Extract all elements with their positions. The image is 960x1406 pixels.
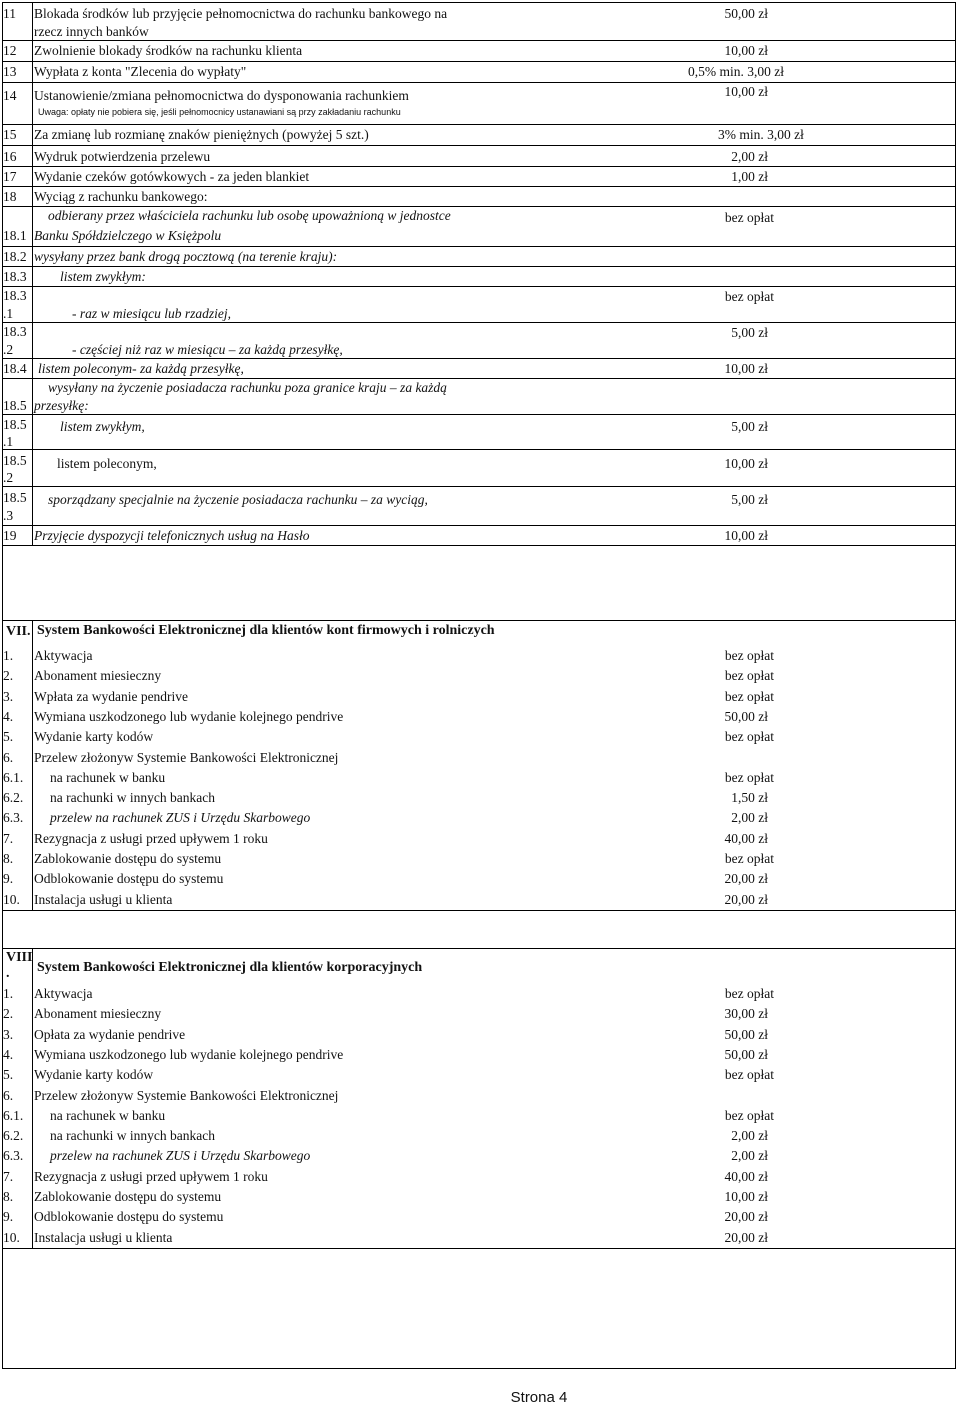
row-divider (2, 545, 956, 546)
row-price: 2,00 zł (731, 1128, 768, 1144)
row-price: 2,00 zł (731, 810, 768, 826)
row-label: Instalacja usługi u klienta (34, 891, 173, 907)
row-number: 18.5 (3, 417, 27, 432)
row-label: Instalacja usługi u klienta (34, 1229, 173, 1245)
row-divider (2, 246, 956, 247)
row-divider (2, 40, 956, 41)
row-label: Zablokowanie dostępu do systemu (34, 1189, 222, 1204)
row-number: 6.1. (3, 1107, 24, 1123)
row-label: - częściej niż raz w miesiącu – za każdą przesyłkę, (72, 342, 343, 357)
row-label: Zwolnienie blokady środków na rachunku klienta (34, 43, 303, 58)
row-number: 5. (3, 1067, 14, 1083)
row-label: Wymiana uszkodzonego lub wydanie kolejnego pendrive (34, 708, 344, 724)
row-label-continued: Banku Spółdzielczego w Księżpolu (34, 228, 222, 243)
row-label: Wpłata za wydanie pendrive (34, 688, 189, 704)
row-label: na rachunek w banku (50, 769, 166, 785)
row-number: 7. (3, 1168, 14, 1184)
row-number-continued: .1 (3, 434, 14, 449)
row-number: 10. (3, 1229, 20, 1245)
row-label: Wyciąg z rachunku bankowego: (34, 189, 208, 204)
row-number: 8. (3, 851, 14, 866)
row-number: 2. (3, 1006, 14, 1022)
row-divider (2, 82, 956, 83)
row-label: Wymiana uszkodzonego lub wydanie kolejnego pendrive (34, 1046, 344, 1062)
row-label: Zablokowanie dostępu do systemu (34, 851, 222, 866)
row-number: 13 (3, 64, 17, 79)
row-number: 2. (3, 668, 14, 684)
row-label: Wydanie karty kodów (34, 1067, 154, 1083)
row-divider (2, 358, 956, 359)
row-label: Blokada środków lub przyjęcie pełnomocnictwa do rachunku bankowego na (34, 6, 448, 21)
row-divider (2, 910, 956, 911)
row-number: 6. (3, 749, 14, 765)
row-divider (2, 266, 956, 267)
row-label: przelew na rachunek ZUS i Urzędu Skarbowego (50, 1148, 311, 1164)
row-divider (2, 322, 956, 323)
row-number-continued: .3 (3, 508, 14, 523)
row-price: bez opłat (724, 210, 774, 225)
row-number: 6.2. (3, 790, 24, 806)
row-price: 10,00 zł (724, 43, 768, 58)
row-label: Abonament miesieczny (34, 668, 162, 684)
column-divider (32, 2, 33, 545)
section-number-continued: . (6, 966, 10, 981)
row-number-continued: .2 (3, 342, 14, 357)
section-number: VII. (6, 624, 31, 639)
row-price: 10,00 zł (724, 361, 768, 376)
row-number-continued: .2 (3, 470, 14, 485)
row-price: 1,50 zł (731, 790, 768, 806)
row-divider (2, 449, 956, 450)
row-number: 4. (3, 708, 14, 724)
row-divider (2, 486, 956, 487)
row-label: na rachunki w innych bankach (50, 1128, 215, 1144)
row-label: na rachunki w innych bankach (50, 790, 215, 806)
row-price: 20,00 zł (724, 871, 768, 887)
row-number: 15 (3, 127, 17, 142)
row-label: przelew na rachunek ZUS i Urzędu Skarbowego (50, 810, 311, 826)
row-label: Wydanie czeków gotówkowych - za jeden blankiet (34, 169, 310, 184)
row-number: 18.2 (3, 249, 27, 264)
row-price: 20,00 zł (724, 1209, 768, 1225)
row-label: Wydanie karty kodów (34, 729, 154, 745)
row-label: Za zmianę lub rozmianę znaków pieniężnych (powyżej 5 szt.) (34, 127, 369, 142)
row-number: 18.4 (3, 361, 27, 376)
row-number: 12 (3, 43, 17, 58)
row-price: 2,00 zł (731, 1148, 768, 1164)
row-number: 3. (3, 1026, 14, 1042)
row-label: Ustanowienie/zmiana pełnomocnictwa do dysponowania rachunkiem (34, 88, 409, 103)
row-label: Rezygnacja z usługi przed upływem 1 roku (34, 830, 268, 846)
row-price: bez opłat (724, 648, 774, 663)
row-price: bez opłat (724, 986, 774, 1001)
row-label: Abonament miesieczny (34, 1006, 162, 1022)
row-label: Przelew złożonyw Systemie Bankowości Elektronicznej (34, 1087, 339, 1103)
row-label: wysyłany przez bank drogą pocztową (na terenie kraju): (34, 249, 338, 264)
row-price: 10,00 zł (724, 84, 768, 99)
row-label: wysyłany na życzenie posiadacza rachunku poza granice kraju – za każdą (48, 380, 447, 395)
row-price: bez opłat (724, 729, 774, 745)
row-label: Wydruk potwierdzenia przelewu (34, 149, 211, 164)
row-number: 14 (3, 88, 17, 103)
row-price: 50,00 zł (724, 1046, 768, 1062)
row-number: 18.3 (3, 269, 27, 284)
row-label: Aktywacja (34, 986, 93, 1001)
row-note: Uwaga: opłaty nie pobiera się, jeśli pełnomocnicy ustanawiani są przy zakładaniu rachunku (38, 107, 401, 117)
row-label: Rezygnacja z usługi przed upływem 1 roku (34, 1168, 268, 1184)
row-number: 3. (3, 688, 14, 704)
row-number: 6.2. (3, 1128, 24, 1144)
row-price: bez opłat (724, 851, 774, 866)
row-price: 5,00 zł (731, 419, 768, 434)
row-price: 2,00 zł (731, 149, 768, 164)
row-label: sporządzany specjalnie na życzenie posiadacza rachunku – za wyciąg, (48, 492, 428, 507)
row-number-continued: .1 (3, 306, 14, 321)
row-price: bez opłat (724, 688, 774, 704)
row-price: bez opłat (724, 769, 774, 785)
row-divider (2, 206, 956, 207)
row-divider (2, 61, 956, 62)
row-price: bez opłat (724, 1067, 774, 1083)
row-label: - raz w miesiącu lub rzadziej, (72, 306, 232, 321)
row-price: 10,00 zł (724, 456, 768, 471)
row-divider (2, 414, 956, 415)
row-number: 1. (3, 648, 14, 663)
row-label: Opłata za wydanie pendrive (34, 1026, 186, 1042)
row-label: listem poleconym, (57, 456, 157, 471)
row-divider (2, 525, 956, 526)
row-number: 6. (3, 1087, 14, 1103)
column-divider (32, 948, 33, 1248)
row-divider (2, 286, 956, 287)
row-label: Odblokowanie dostępu do systemu (34, 871, 224, 887)
row-number: 18.5 (3, 490, 27, 505)
row-number: 18.1 (3, 228, 27, 243)
row-divider (2, 378, 956, 379)
row-number: 7. (3, 830, 14, 846)
row-number: 9. (3, 1209, 14, 1225)
row-divider (2, 145, 956, 146)
row-number: 16 (3, 149, 17, 164)
row-label-continued: rzecz innych banków (34, 24, 149, 39)
section-title: System Bankowości Elektronicznej dla klientów kont firmowych i rolniczych (37, 623, 495, 638)
row-label: Przyjęcie dyspozycji telefonicznych usług na Hasło (34, 528, 310, 543)
row-label: Aktywacja (34, 648, 93, 663)
row-label: listem zwykłym, (60, 419, 145, 434)
row-label: na rachunek w banku (50, 1107, 166, 1123)
row-price: 5,00 zł (731, 492, 768, 507)
row-divider (2, 1248, 956, 1249)
row-price: bez opłat (724, 289, 774, 304)
row-number: 18.5 (3, 398, 27, 413)
row-price: 20,00 zł (724, 891, 768, 907)
row-price: 20,00 zł (724, 1229, 768, 1245)
row-number: 8. (3, 1189, 14, 1204)
row-price: 5,00 zł (731, 325, 768, 340)
row-price: bez opłat (724, 668, 774, 684)
row-label: odbierany przez właściciela rachunku lub osobę upoważnioną w jednostce (48, 208, 451, 223)
row-label: listem zwykłym: (60, 269, 146, 284)
row-divider (2, 166, 956, 167)
row-price: 0,5% min. 3,00 zł (688, 64, 784, 79)
row-label: Przelew złożonyw Systemie Bankowości Elektronicznej (34, 749, 339, 765)
row-label: Wypłata z konta "Zlecenia do wypłaty" (34, 64, 247, 79)
row-number: 9. (3, 871, 14, 887)
row-label: Odblokowanie dostępu do systemu (34, 1209, 224, 1225)
section-title: System Bankowości Elektronicznej dla klientów korporacyjnych (37, 960, 423, 975)
row-divider (2, 620, 956, 621)
row-number: 6.3. (3, 1148, 24, 1164)
row-number: 6.3. (3, 810, 24, 826)
row-price: 10,00 zł (724, 1189, 768, 1204)
row-divider (2, 948, 956, 949)
row-number: 18 (3, 189, 17, 204)
row-number: 18.5 (3, 453, 27, 468)
row-number: 18.3 (3, 324, 27, 339)
row-number: 6.1. (3, 769, 24, 785)
row-number: 1. (3, 986, 14, 1001)
row-divider (2, 124, 956, 125)
row-price: 40,00 zł (724, 1168, 768, 1184)
page-number: Strona 4 (510, 1389, 568, 1406)
row-number: 10. (3, 891, 20, 907)
row-price: 50,00 zł (724, 1026, 768, 1042)
row-number: 19 (3, 528, 17, 543)
row-price: 50,00 zł (724, 708, 768, 724)
row-label-continued: przesyłkę: (34, 398, 89, 413)
column-divider (32, 620, 33, 910)
row-price: 40,00 zł (724, 830, 768, 846)
row-number: 18.3 (3, 288, 27, 303)
row-price: 10,00 zł (724, 528, 768, 543)
row-price: 1,00 zł (731, 169, 768, 184)
row-label: listem poleconym- za każdą przesyłkę, (38, 361, 244, 376)
row-price: 50,00 zł (724, 6, 768, 21)
row-price: 30,00 zł (724, 1006, 768, 1022)
row-number: 4. (3, 1046, 14, 1062)
row-divider (2, 186, 956, 187)
row-number: 11 (3, 6, 16, 21)
row-number: 5. (3, 729, 14, 745)
row-price: 3% min. 3,00 zł (718, 127, 804, 142)
row-number: 17 (3, 169, 17, 184)
row-price: bez opłat (724, 1107, 774, 1123)
section-number: VIII (6, 950, 33, 965)
